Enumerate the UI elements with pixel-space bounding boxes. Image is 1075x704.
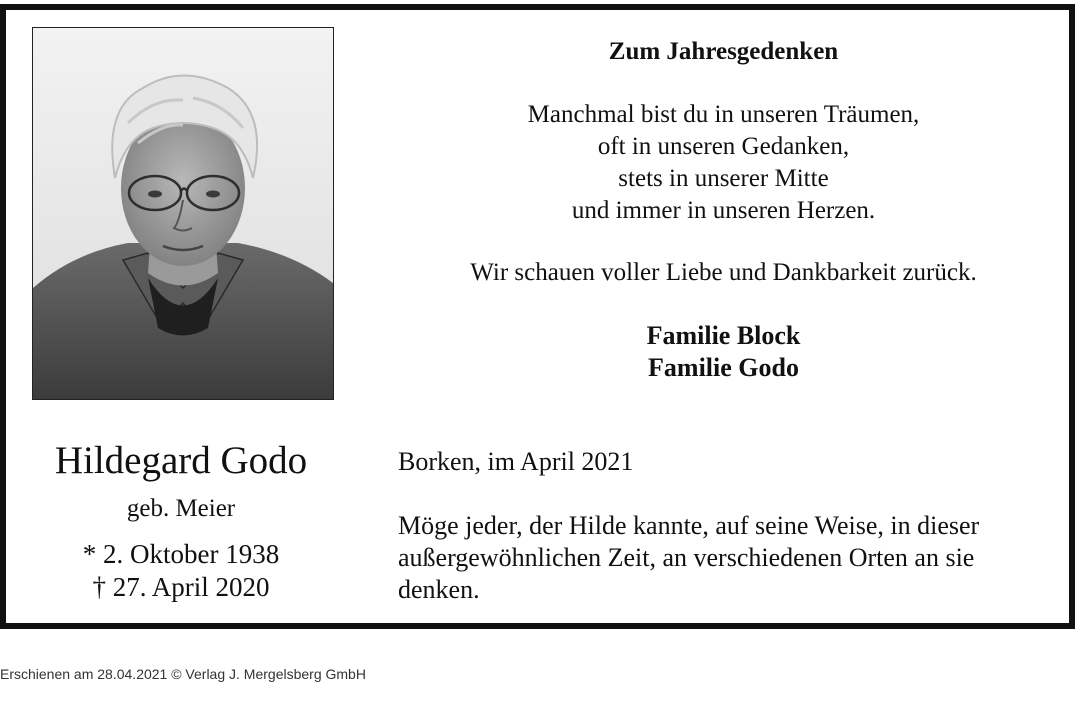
notice-heading: Zum Jahresgedenken <box>608 38 839 65</box>
portrait-photo <box>32 27 334 400</box>
message-block <box>398 446 1058 606</box>
memorial-poem <box>421 36 1026 384</box>
life-dates <box>26 538 336 604</box>
poem-line: oft in unseren Gedanken, <box>597 133 850 160</box>
family-signatures <box>421 320 1026 384</box>
deceased-name: Hildegard Godo <box>54 439 308 482</box>
deceased-info <box>26 438 336 604</box>
family-name: Familie Block <box>646 321 801 350</box>
poem-line: Manchmal bist du in unseren Träumen, <box>527 101 920 128</box>
remembrance-message: Möge jeder, der Hilde kannte, auf seine Weise, in dieser außergewöhnlichen Zeit, an verschiedenen Orten an sie denken. <box>398 511 980 604</box>
birth-date: * 2. Oktober 1938 <box>82 539 280 569</box>
maiden-name: geb. Meier <box>126 495 236 522</box>
poem-line: und immer in unseren Herzen. <box>571 197 876 224</box>
poem-lines <box>421 99 1026 227</box>
place-date: Borken, im April 2021 <box>398 447 634 476</box>
memorial-card <box>0 4 1075 629</box>
thanks-line: Wir schauen voller Liebe und Dankbarkeit zurück. <box>470 259 977 286</box>
poem-line: stets in unserer Mitte <box>618 165 829 192</box>
death-date: † 27. April 2020 <box>92 572 270 602</box>
family-name: Familie Godo <box>648 353 799 382</box>
publication-footer: Erschienen am 28.04.2021 © Verlag J. Mergelsberg GmbH <box>0 666 366 682</box>
